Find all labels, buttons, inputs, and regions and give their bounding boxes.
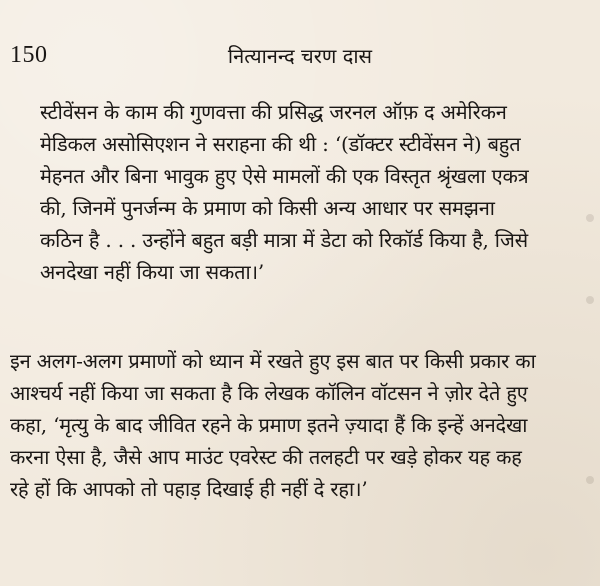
show-through-mark bbox=[586, 214, 594, 222]
show-through-mark bbox=[586, 296, 594, 304]
page-header bbox=[0, 38, 600, 74]
paragraph-line: इन अलग-अलग प्रमाणों को ध्यान में रखते हुए इस बात पर किसी प्रकार का bbox=[10, 349, 536, 373]
quote-line: की, जिनमें पुनर्जन्म के प्रमाण को किसी अन्य आधार पर समझना bbox=[40, 196, 495, 220]
quote-line: मेहनत और बिना भावुक हुए ऐसे मामलों की एक विस्तृत श्रृंखला एकत्र bbox=[40, 164, 529, 188]
paragraph-line: कहा, ‘मृत्यु के बाद जीवित रहने के प्रमाण इतने ज़्यादा हैं कि इन्हें अनदेखा bbox=[10, 413, 528, 437]
quote-line: मेडिकल असोसिएशन ने सराहना की थी : ‘(डॉक्टर स्टीवेंसन ने) बहुत bbox=[40, 132, 521, 156]
paragraph-line: करना ऐसा है, जैसे आप माउंट एवरेस्ट की तलहटी पर खड़े होकर यह कह bbox=[10, 445, 522, 469]
running-head: नित्यानन्द चरण दास bbox=[227, 44, 373, 68]
quote-line: स्टीवेंसन के काम की गुणवत्ता की प्रसिद्ध जरनल ऑफ़ द अमेरिकन bbox=[40, 100, 507, 124]
show-through-mark bbox=[586, 476, 594, 484]
quote-line: अनदेखा नहीं किया जा सकता।’ bbox=[40, 260, 265, 284]
quote-line: कठिन है . . . उन्होंने बहुत बड़ी मात्रा में डेटा को रिकॉर्ड किया है, जिसे bbox=[40, 228, 528, 252]
paragraph-line: आश्चर्य नहीं किया जा सकता है कि लेखक कॉलिन वॉटसन ने ज़ोर देते हुए bbox=[10, 381, 528, 405]
body-paragraph bbox=[10, 345, 590, 505]
paragraph-line: रहे हों कि आपको तो पहाड़ दिखाई ही नहीं दे रहा।’ bbox=[10, 477, 368, 501]
block-quote bbox=[40, 96, 580, 288]
page-number: 150 bbox=[10, 42, 48, 68]
